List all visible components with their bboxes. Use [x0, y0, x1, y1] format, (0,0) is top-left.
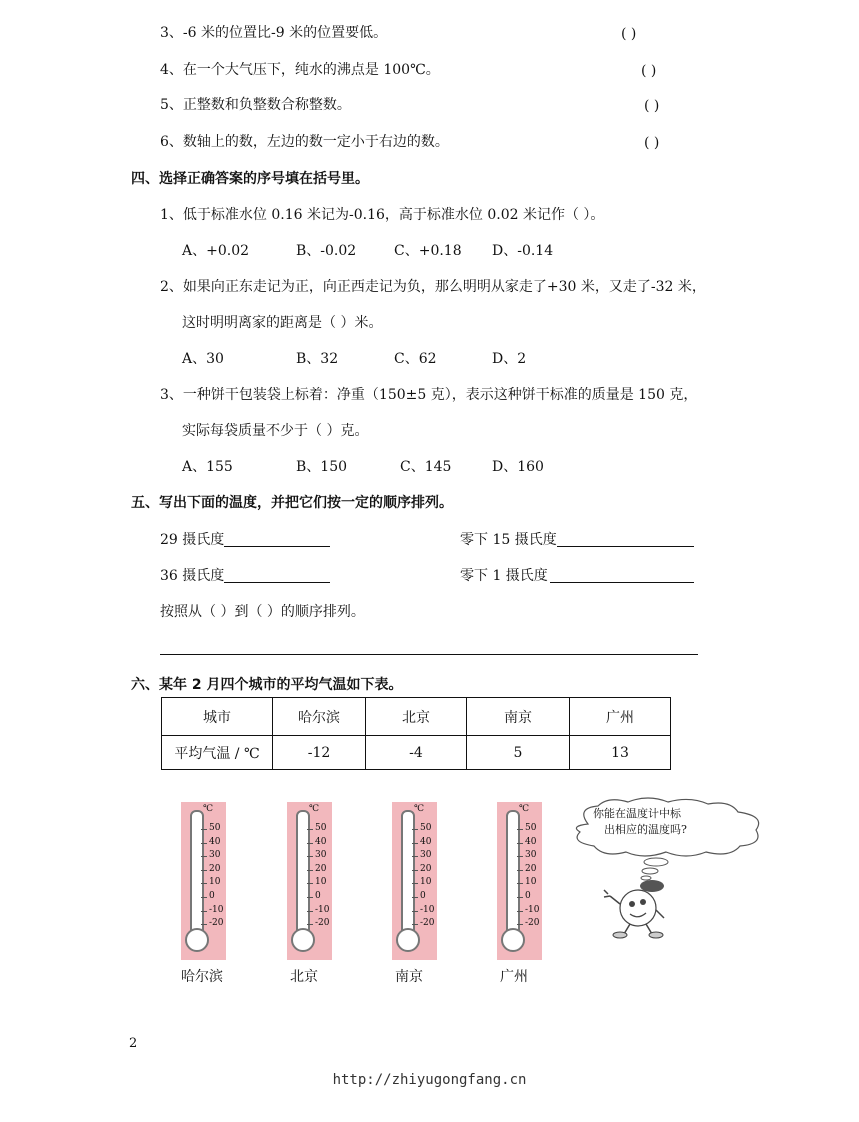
scale-label: 10 — [209, 877, 221, 888]
scale-tick — [307, 843, 313, 844]
scale-tick — [517, 856, 523, 857]
scale-tick — [517, 883, 523, 884]
page-number: 2 — [129, 1036, 138, 1051]
judge-item-4: 4、在一个大气压下，纯水的沸点是 100℃。 — [160, 62, 440, 78]
scale-label: 20 — [525, 863, 537, 874]
q4-2-option-d: D、2 — [492, 351, 527, 367]
table-cell: -4 — [366, 736, 467, 770]
cartoon-hat — [640, 880, 664, 892]
scale-tick — [412, 856, 418, 857]
scale-label: 30 — [525, 850, 537, 861]
celsius-unit: ℃ — [203, 804, 214, 814]
scale-tick — [517, 911, 523, 912]
thermometer-bulb — [396, 928, 420, 952]
city-label-guangzhou: 广州 — [500, 969, 528, 985]
scale-tick — [307, 883, 313, 884]
cartoon-eye-right — [640, 899, 646, 905]
scale-tick — [307, 897, 313, 898]
celsius-unit: ℃ — [519, 804, 530, 814]
scale-label: 40 — [420, 836, 432, 847]
q4-3-option-b: B、150 — [296, 459, 348, 475]
cartoon-foot-left — [613, 932, 627, 938]
scale-tick — [412, 883, 418, 884]
scale-tick — [201, 870, 207, 871]
scale-tick — [517, 843, 523, 844]
thought-dot-medium — [642, 868, 658, 874]
scale-tick — [517, 870, 523, 871]
scale-tick — [201, 883, 207, 884]
scale-label: -20 — [209, 918, 224, 929]
scale-tick — [307, 924, 313, 925]
scale-tick — [307, 911, 313, 912]
scale-label: 40 — [525, 836, 537, 847]
scale-label: 30 — [315, 850, 327, 861]
table-cell: 13 — [570, 736, 671, 770]
q4-2-line1: 2、如果向正东走记为正，向正西走记为负，那么明明从家走了+30 米，又走了-32 米， — [160, 279, 706, 295]
q4-3-option-c: C、145 — [400, 459, 452, 475]
scale-tick — [412, 870, 418, 871]
scale-label: -10 — [315, 904, 330, 915]
q4-3-option-d: D、160 — [492, 459, 544, 475]
scale-label: 20 — [209, 863, 221, 874]
scale-label: 50 — [525, 823, 537, 833]
section-4-heading: 四、选择正确答案的序号填在括号里。 — [131, 171, 369, 187]
scale-label: 0 — [525, 891, 531, 901]
scale-tick — [201, 843, 207, 844]
bubble-text-line2: 出相应的温度吗? — [604, 823, 687, 836]
thermometer-bulb — [185, 928, 209, 952]
scale-label: 10 — [420, 877, 432, 888]
q4-2-option-c: C、62 — [394, 351, 437, 367]
table-cell: 南京 — [467, 698, 570, 736]
scale-tick — [517, 897, 523, 898]
answer-blank-36[interactable] — [224, 582, 330, 583]
section-6-heading: 六、某年 2 月四个城市的平均气温如下表。 — [131, 677, 403, 693]
cartoon-arm-left — [604, 890, 620, 904]
scale-tick — [201, 829, 207, 830]
thought-dot-large — [644, 858, 668, 866]
judge-item-3: 3、-6 米的位置比-9 米的位置要低。 — [160, 25, 388, 41]
table-cell: 5 — [467, 736, 570, 770]
table-cell: -12 — [273, 736, 366, 770]
judge-answer-paren-3[interactable]: ( ) — [621, 26, 637, 42]
scale-tick — [517, 924, 523, 925]
scale-tick — [517, 829, 523, 830]
scale-label: -20 — [315, 918, 330, 929]
q4-1-option-a: A、+0.02 — [182, 243, 250, 259]
answer-blank-minus1[interactable] — [550, 582, 694, 583]
answer-blank-29[interactable] — [224, 546, 330, 547]
scale-label: 30 — [420, 850, 432, 861]
order-answer-line[interactable] — [160, 654, 698, 655]
q4-2-option-b: B、32 — [296, 351, 339, 367]
order-line-text: 按照从（ ）到（ ）的顺序排列。 — [160, 604, 365, 620]
table-row — [162, 736, 671, 770]
thought-dot-small — [641, 876, 651, 880]
q4-1-text: 1、低于标准水位 0.16 米记为-0.16，高于标准水位 0.02 米记作（ ）。 — [160, 207, 605, 223]
table-cell: 北京 — [366, 698, 467, 736]
scale-tick — [412, 829, 418, 830]
scale-label: 0 — [420, 891, 426, 901]
table-cell: 哈尔滨 — [273, 698, 366, 736]
q4-3-line2: 实际每袋质量不少于（ ）克。 — [182, 423, 369, 439]
footer-url[interactable]: http://zhiyugongfang.cn — [332, 1072, 527, 1088]
thermometer-bulb — [291, 928, 315, 952]
table-cell: 广州 — [570, 698, 671, 736]
q4-1-option-d: D、-0.14 — [492, 243, 554, 259]
thermometer-guangzhou[interactable] — [497, 802, 542, 960]
scale-label: 0 — [209, 891, 215, 901]
scale-tick — [412, 924, 418, 925]
scale-tick — [201, 911, 207, 912]
judge-answer-paren-6[interactable]: ( ) — [644, 135, 660, 151]
scale-tick — [412, 911, 418, 912]
temperature-table — [161, 697, 671, 770]
scale-label: -20 — [525, 918, 540, 929]
scale-tick — [307, 870, 313, 871]
scale-tick — [412, 897, 418, 898]
bubble-text-line1: 你能在温度计中标 — [593, 807, 681, 820]
judge-answer-paren-5[interactable]: ( ) — [644, 98, 660, 114]
temp-item-36: 36 摄氏度 — [160, 568, 225, 584]
temp-item-29: 29 摄氏度 — [160, 532, 225, 548]
thermometer-harbin[interactable] — [181, 802, 226, 960]
scale-label: 40 — [315, 836, 327, 847]
q4-2-line2: 这时明明离家的距离是（ ）米。 — [182, 315, 383, 331]
temp-item-minus15: 零下 15 摄氏度 — [460, 532, 557, 548]
thermometer-nanjing[interactable] — [392, 802, 437, 960]
scale-tick — [307, 829, 313, 830]
judge-item-6: 6、数轴上的数，左边的数一定小于右边的数。 — [160, 134, 449, 150]
celsius-unit: ℃ — [309, 804, 320, 814]
scale-label: 40 — [209, 836, 221, 847]
scale-tick — [201, 924, 207, 925]
celsius-unit: ℃ — [414, 804, 425, 814]
scale-label: 50 — [209, 823, 221, 833]
cartoon-eye-left — [629, 901, 635, 907]
scale-label: 0 — [315, 891, 321, 901]
scale-label: -20 — [420, 918, 435, 929]
cartoon-arm-right — [656, 910, 664, 918]
table-cell: 平均气温 / ℃ — [162, 736, 273, 770]
scale-label: 30 — [209, 850, 221, 861]
scale-label: -10 — [525, 904, 540, 915]
q4-2-option-a: A、30 — [182, 351, 224, 367]
scale-label: 50 — [315, 823, 327, 833]
city-label-nanjing: 南京 — [395, 969, 423, 985]
table-header-row — [162, 698, 671, 736]
answer-blank-minus15[interactable] — [557, 546, 694, 547]
scale-label: 10 — [525, 877, 537, 888]
q4-3-option-a: A、155 — [182, 459, 233, 475]
scale-label: 10 — [315, 877, 327, 888]
q4-1-option-b: B、-0.02 — [296, 243, 357, 259]
thermometer-beijing[interactable] — [287, 802, 332, 960]
q4-3-line1: 3、一种饼干包装袋上标着：净重（150±5 克），表示这种饼干标准的质量是 150 克， — [160, 387, 698, 403]
scale-tick — [412, 843, 418, 844]
temp-item-minus1: 零下 1 摄氏度 — [460, 568, 548, 584]
scale-label: 20 — [420, 863, 432, 874]
city-label-harbin: 哈尔滨 — [181, 969, 223, 985]
thermometer-bulb — [501, 928, 525, 952]
q4-1-option-c: C、+0.18 — [394, 243, 462, 259]
judge-answer-paren-4[interactable]: ( ) — [641, 63, 657, 79]
cartoon-foot-right — [649, 932, 663, 938]
scale-tick — [201, 856, 207, 857]
scale-label: 50 — [420, 823, 432, 833]
scale-tick — [307, 856, 313, 857]
scale-label: 20 — [315, 863, 327, 874]
judge-item-5: 5、正整数和负整数合称整数。 — [160, 97, 351, 113]
city-label-beijing: 北京 — [290, 969, 318, 985]
table-cell: 城市 — [162, 698, 273, 736]
cartoon-face — [620, 890, 656, 926]
section-5-heading: 五、写出下面的温度，并把它们按一定的顺序排列。 — [131, 495, 453, 511]
scale-tick — [201, 897, 207, 898]
scale-label: -10 — [420, 904, 435, 915]
scale-label: -10 — [209, 904, 224, 915]
